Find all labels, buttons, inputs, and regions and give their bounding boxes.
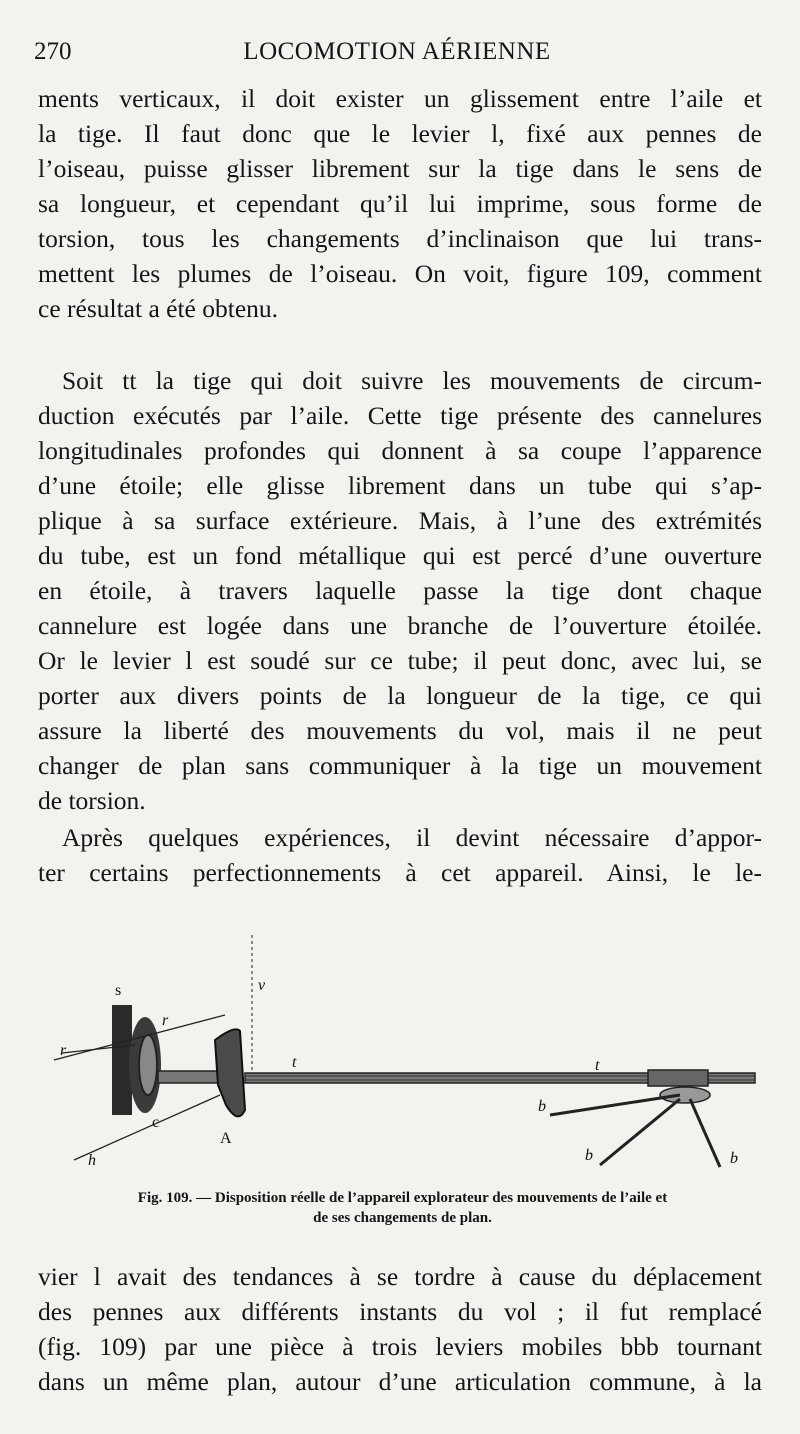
body-line: duction exécutés par l’aile. Cette tige présente des cannelures	[38, 401, 762, 430]
label-s: s	[115, 982, 122, 999]
label-c: c	[152, 1114, 160, 1131]
fork-A	[215, 1029, 245, 1116]
body-line: Après quelques expériences, il devint nécessaire d’appor-	[62, 823, 762, 852]
body-line: assure la liberté des mouvements du vol, mais il ne peut	[38, 716, 762, 745]
caption-line: Fig. 109. — Disposition réelle de l’appareil explorateur des mouvements de l’aile et	[137, 1190, 668, 1206]
support-block	[112, 1005, 132, 1115]
body-line: longitudinales profondes qui donnent à sa coupe l’apparence	[38, 436, 762, 465]
label-b-mid: b	[585, 1147, 593, 1164]
body-line: torsion, tous les changements d’inclinaison que lui trans-	[38, 224, 762, 253]
lever-b-right	[690, 1099, 720, 1167]
body-line: la tige. Il faut donc que le levier l, fixé aux pennes de	[38, 119, 762, 148]
body-line: en étoile, à travers laquelle passe la tige dont chaque	[38, 576, 762, 605]
body-line: de torsion.	[38, 786, 146, 815]
lever-b-mid	[600, 1099, 680, 1165]
body-line: (fig. 109) par une pièce à trois leviers mobiles bbb tournant	[38, 1332, 762, 1361]
figure-caption	[40, 1188, 765, 1228]
body-line: Soit tt la tige qui doit suivre les mouvements de circum-	[62, 366, 762, 395]
label-r-upper: r	[162, 1012, 169, 1029]
caption-line: de ses changements de plan.	[313, 1210, 492, 1226]
label-A: A	[220, 1130, 232, 1147]
gimbal-inner-ring	[139, 1035, 157, 1095]
body-line: cannelure est logée dans une branche de l’ouverture étoilée.	[38, 611, 762, 640]
body-line: l’oiseau, puisse glisser librement sur la tige dans le sens de	[38, 154, 762, 183]
body-line: des pennes aux différents instants du vol ; il fut remplacé	[38, 1297, 762, 1326]
lever-hub	[660, 1087, 710, 1103]
body-line: porter aux divers points de la longueur de la tige, ce qui	[38, 681, 762, 710]
body-line: d’une étoile; elle glisse librement dans un tube qui s’ap-	[38, 471, 762, 500]
running-title: LOCOMOTION AÉRIENNE	[243, 38, 551, 65]
label-v: v	[258, 977, 266, 994]
body-line: ments verticaux, il doit exister un glissement entre l’aile et	[38, 84, 762, 113]
body-line: du tube, est un fond métallique qui est percé d’une ouverture	[38, 541, 762, 570]
lever-b-left	[550, 1095, 680, 1115]
body-line: sa longueur, et cependant qu’il lui imprime, sous forme de	[38, 189, 762, 218]
body-line: mettent les plumes de l’oiseau. On voit, figure 109, comment	[38, 259, 762, 288]
page-number: 270	[34, 38, 72, 65]
body-line: vier l avait des tendances à se tordre à cause du déplacement	[38, 1262, 762, 1291]
body-line: Or le levier l est soudé sur ce tube; il peut donc, avec lui, se	[38, 646, 762, 675]
figure-109-apparatus-drawing	[40, 935, 765, 1185]
body-line: dans un même plan, autour d’une articulation commune, à la	[38, 1367, 762, 1396]
label-r-left: r	[60, 1042, 67, 1059]
pivot-shaft	[158, 1071, 218, 1083]
body-line: ce résultat a été obtenu.	[38, 294, 279, 323]
body-line: plique à sa surface extérieure. Mais, à l’une des extrémités	[38, 506, 762, 535]
label-h: h	[88, 1152, 96, 1169]
body-line: ter certains perfectionnements à cet appareil. Ainsi, le le-	[38, 858, 762, 887]
label-b-right: b	[730, 1150, 738, 1167]
page-header	[34, 38, 760, 72]
body-line: changer de plan sans communiquer à la tige un mouvement	[38, 751, 762, 780]
sliding-tube	[648, 1070, 708, 1086]
label-t-left: t	[292, 1054, 297, 1071]
label-t-right: t	[595, 1057, 600, 1074]
label-b-left: b	[538, 1098, 546, 1115]
